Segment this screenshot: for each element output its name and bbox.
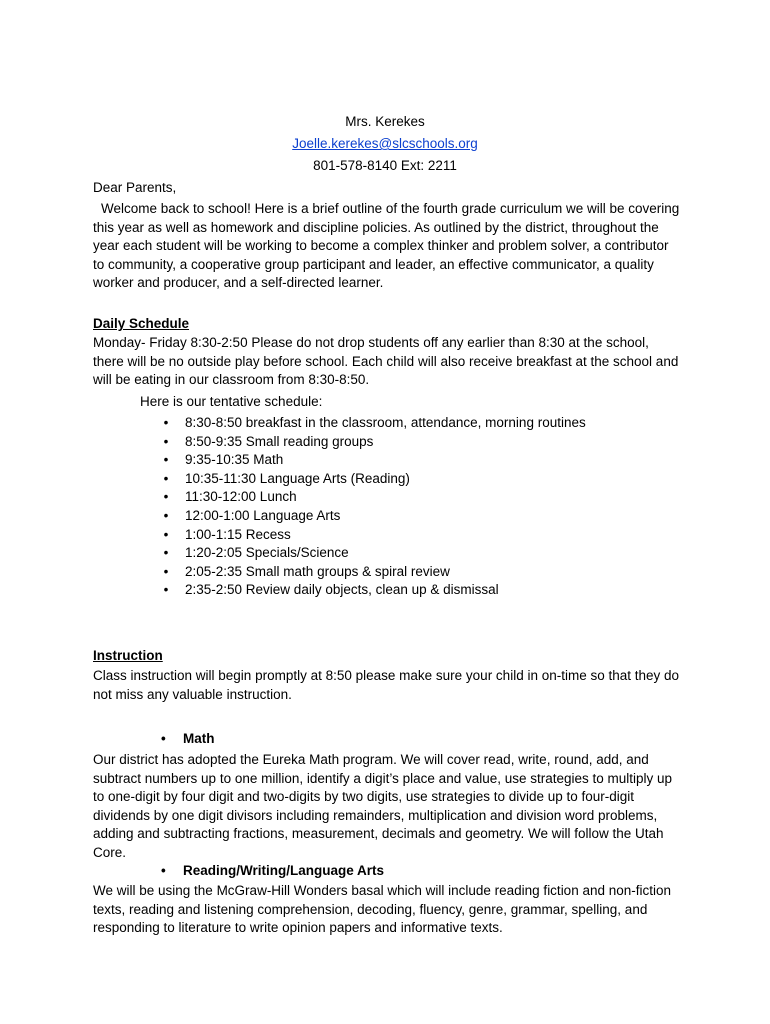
- email-link[interactable]: Joelle.kerekes@slcschools.org: [292, 136, 478, 151]
- bullet-icon: •: [163, 545, 169, 561]
- schedule-list: [161, 414, 586, 600]
- list-item: • 9:35-10:35 Math: [161, 451, 586, 470]
- email-line: [0, 135, 770, 154]
- bullet-icon: •: [163, 452, 169, 468]
- bullet-icon: •: [163, 470, 169, 486]
- list-item: • 11:30-12:00 Lunch: [161, 488, 586, 507]
- instruction-paragraph: [93, 667, 683, 704]
- teacher-name: Mrs. Kerekes: [345, 114, 425, 129]
- math-text: Our district has adopted the Eureka Math program. We will cover read, write, round, add, and subtract numbers up to one million, identify a digit’s place and value, use strategies to multiply up to one-digit by four digit and two-digits by two digits, use strategies to divide up to four-digit dividends by one digit divisors including remainders, multiplication and division word problems, adding and subtracting fractions, measurement, decimals and geometry. We will follow the Utah Core.: [93, 752, 673, 860]
- reading-heading: • Reading/Writing/Language Arts: [161, 862, 384, 881]
- bullet-icon: •: [163, 582, 169, 598]
- list-item: • 12:00-1:00 Language Arts: [161, 507, 586, 526]
- instruction-text: Class instruction will begin promptly at 8:50 please make sure your child in on-time so that they do not miss any valuable instruction.: [93, 668, 680, 702]
- phone-number: 801-578-8140 Ext: 2211: [313, 158, 457, 173]
- intro-text: Welcome back to school! Here is a brief outline of the fourth grade curriculum we will be covering this year as well as homework and discipline policies. As outlined by the district, throughout the year each student will be working to become a complex thinker and problem solver, a contributor to community, a cooperative group participant and leader, an effective communicator, a quality worker and producer, and a self-directed learner.: [93, 201, 680, 290]
- bullet-icon: •: [161, 863, 166, 878]
- bullet-icon: •: [163, 507, 169, 523]
- list-item: • 2:05-2:35 Small math groups & spiral review: [161, 563, 586, 582]
- list-item: • 1:20-2:05 Specials/Science: [161, 544, 586, 563]
- bullet-icon: •: [163, 526, 169, 542]
- math-heading: • Math: [161, 730, 215, 749]
- daily-schedule-heading: Daily Schedule: [93, 316, 190, 331]
- math-paragraph: [93, 751, 683, 862]
- bullet-icon: •: [163, 415, 169, 430]
- reading-paragraph: [93, 882, 683, 938]
- bullet-icon: •: [163, 563, 169, 579]
- list-item: • 2:35-2:50 Review daily objects, clean up & dismissal: [161, 581, 586, 600]
- instruction-heading: Instruction: [93, 648, 163, 663]
- list-item: • 8:30-8:50 breakfast in the classroom, attendance, morning routines: [161, 414, 586, 433]
- intro-paragraph: [93, 200, 683, 293]
- daily-schedule-paragraph: [93, 334, 683, 390]
- reading-text: We will be using the McGraw-Hill Wonders basal which will include reading fiction and non-fiction texts, reading and listening comprehension, decoding, fluency, genre, grammar, spelling, and responding to literature to write opinion papers and informative texts.: [93, 883, 672, 935]
- bullet-icon: •: [163, 433, 169, 449]
- list-item: • 10:35-11:30 Language Arts (Reading): [161, 470, 586, 489]
- bullet-icon: •: [161, 731, 166, 746]
- tentative-schedule-label: Here is our tentative schedule:: [140, 394, 323, 409]
- list-item: • 8:50-9:35 Small reading groups: [161, 433, 586, 452]
- bullet-icon: •: [163, 489, 169, 505]
- greeting: Dear Parents,: [93, 180, 177, 195]
- list-item: • 1:00-1:15 Recess: [161, 526, 586, 545]
- daily-schedule-text: Monday- Friday 8:30-2:50 Please do not drop students off any earlier than 8:30 at the school, there will be no outside play before school. Each child will also receive breakfast at the school and will be eating in our classroom from 8:30-8:50.: [93, 335, 679, 387]
